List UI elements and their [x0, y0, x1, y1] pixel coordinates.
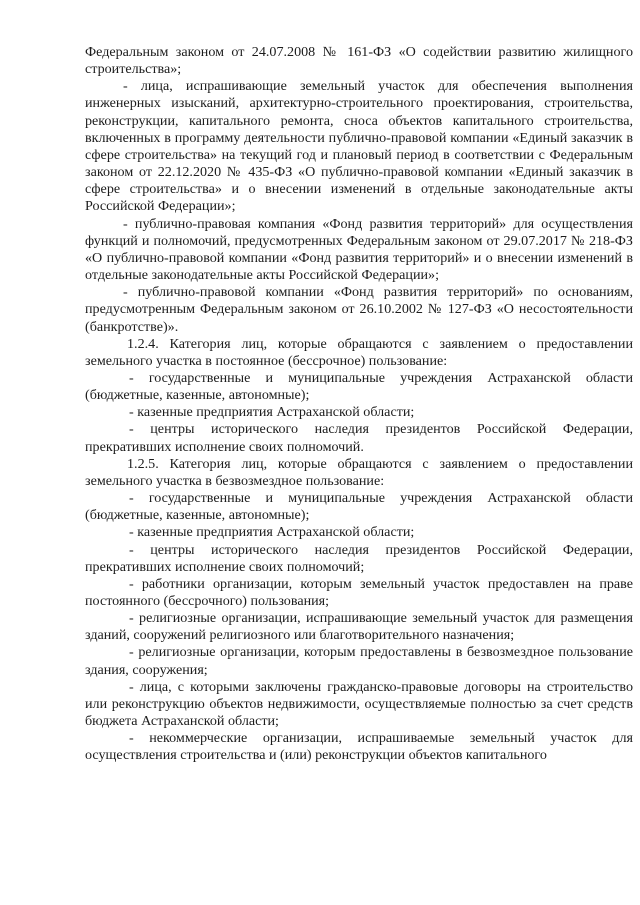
- list-item: - религиозные организации, которым предоставлены в безвозмездное пользование здания, сооружения;: [85, 644, 633, 678]
- list-item: - государственные и муниципальные учреждения Астраханской области (бюджетные, казенные, автономные);: [85, 490, 633, 524]
- list-item: - центры исторического наследия президентов Российской Федерации, прекративших исполнение своих полномочий.: [85, 421, 633, 455]
- list-item: - государственные и муниципальные учреждения Астраханской области (бюджетные, казенные, автономные);: [85, 369, 633, 404]
- section-heading-1-2-5: 1.2.5. Категория лиц, которые обращаются с заявлением о предоставлении земельного участка в безвозмездное пользование:: [85, 455, 633, 489]
- list-item: - лица, с которыми заключены гражданско-правовые договоры на строительство или реконструкцию объектов недвижимости, осуществляемые полностью за счет средств бюджета Астраханской области;: [85, 678, 633, 730]
- list-item: - казенные предприятия Астраханской области;: [129, 524, 415, 541]
- list-item: - казенные предприятия Астраханской области;: [129, 404, 415, 421]
- list-item: - работники организации, которым земельный участок предоставлен на праве постоянного (бессрочного) пользования;: [85, 575, 633, 609]
- list-item: - лица, испрашивающие земельный участок для обеспечения выполнения инженерных изысканий, архитектурно-строительного проектирования, строительства, реконструкции, капитального ремонта, сноса объектов капитального строительства, включенных в программу деятельности публично-правовой компании «Единый заказчик в сфере строительства» на текущий год и плановый период в соответствии с Федеральным законом от 22.12.2020 № 435-ФЗ «О публично-правовой компании «Единый заказчик в сфере строительства» и о внесении изменений в отдельные законодательные акты Российской Федерации»;: [85, 78, 633, 215]
- paragraph: Федеральным законом от 24.07.2008 № 161-ФЗ «О содействии развитию жилищного строительства»;: [85, 44, 633, 78]
- section-heading-1-2-4: 1.2.4. Категория лиц, которые обращаются с заявлением о предоставлении земельного участка в постоянное (бессрочное) пользование:: [85, 335, 633, 369]
- list-item: - религиозные организации, испрашивающие земельный участок для размещения зданий, сооружений религиозного или благотворительного назначения;: [85, 610, 633, 644]
- list-item: - центры исторического наследия президентов Российской Федерации, прекративших исполнение своих полномочий;: [85, 541, 633, 575]
- document-page: [85, 44, 633, 765]
- list-item: - публично-правовая компания «Фонд развития территорий» для осуществления функций и полномочий, предусмотренных Федеральным законом от 29.07.2017 № 218-ФЗ «О публично-правовой компании «Фонд развития территорий» и о внесении изменений в отдельные законодательные акты Российской Федерации»;: [85, 215, 633, 284]
- list-item: - публично-правовой компании «Фонд развития территорий» по основаниям, предусмотренным Федеральным законом от 26.10.2002 № 127-ФЗ «О несостоятельности (банкротстве)».: [85, 284, 633, 335]
- list-item: - некоммерческие организации, испрашиваемые земельный участок для осуществления строительства и (или) реконструкции объектов капитального: [85, 730, 633, 764]
